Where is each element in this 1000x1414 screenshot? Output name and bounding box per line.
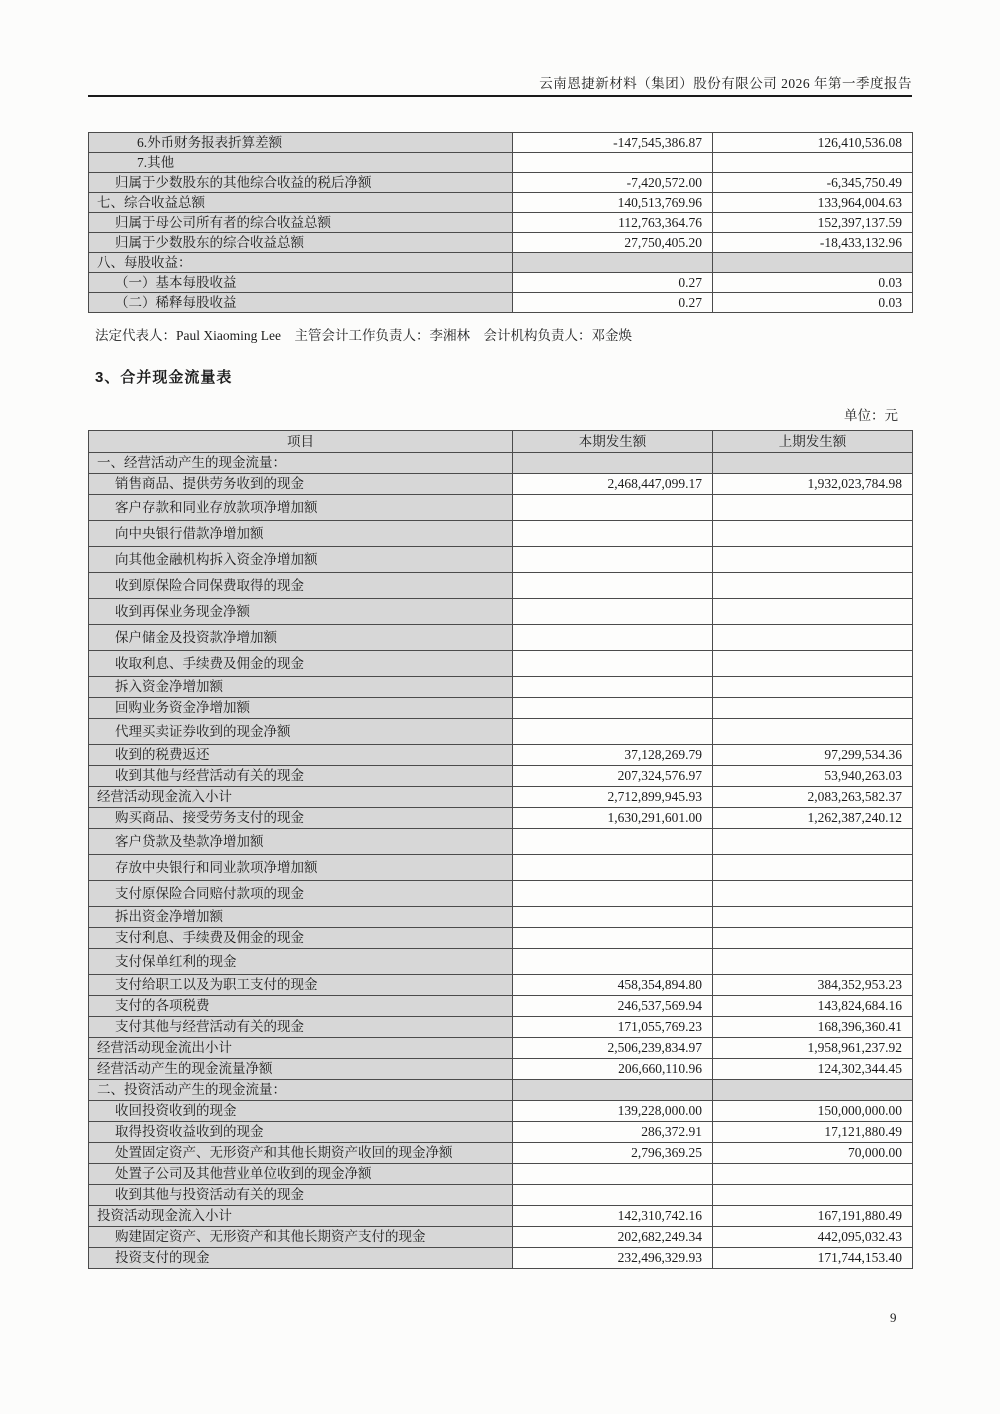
row-label-cell: 处置固定资产、无形资产和其他长期资产收回的现金净额 — [89, 1143, 513, 1164]
current-period-cell — [513, 495, 713, 521]
prior-period-cell: 17,121,880.49 — [713, 1122, 913, 1143]
table-row — [89, 787, 913, 808]
prior-period-cell — [713, 495, 913, 521]
table-row — [89, 677, 913, 698]
prior-period-cell: 0.03 — [713, 293, 913, 313]
table-row — [89, 213, 913, 233]
prior-period-cell — [713, 677, 913, 698]
prior-period-cell — [713, 453, 913, 474]
current-period-cell — [513, 153, 713, 173]
prior-period-cell — [713, 625, 913, 651]
table-row — [89, 975, 913, 996]
current-period-cell — [513, 547, 713, 573]
row-label-cell: 投资活动现金流入小计 — [89, 1206, 513, 1227]
row-label-cell: 拆出资金净增加额 — [89, 907, 513, 928]
prior-period-cell — [713, 829, 913, 855]
row-label-cell: 存放中央银行和同业款项净增加额 — [89, 855, 513, 881]
table-row — [89, 547, 913, 573]
row-label-cell: 取得投资收益收到的现金 — [89, 1122, 513, 1143]
prior-period-cell — [713, 1080, 913, 1101]
prior-period-cell: 143,824,684.16 — [713, 996, 913, 1017]
table-row — [89, 293, 913, 313]
prior-period-cell — [713, 949, 913, 975]
current-period-cell — [513, 599, 713, 625]
current-period-cell — [513, 855, 713, 881]
table-row — [89, 1206, 913, 1227]
table-row — [89, 1017, 913, 1038]
current-period-cell — [513, 881, 713, 907]
current-period-cell: 27,750,405.20 — [513, 233, 713, 253]
prior-period-cell: 384,352,953.23 — [713, 975, 913, 996]
current-period-cell — [513, 677, 713, 698]
prior-period-cell: 0.03 — [713, 273, 913, 293]
table-row — [89, 881, 913, 907]
header-rule — [88, 95, 912, 97]
current-period-cell — [513, 907, 713, 928]
row-label-cell: 6.外币财务报表折算差额 — [89, 133, 513, 153]
table-row — [89, 829, 913, 855]
row-label-cell: 支付利息、手续费及佣金的现金 — [89, 928, 513, 949]
prior-period-cell: 150,000,000.00 — [713, 1101, 913, 1122]
row-label-cell: 一、经营活动产生的现金流量： — [89, 453, 513, 474]
row-label-cell: 处置子公司及其他营业单位收到的现金净额 — [89, 1164, 513, 1185]
prior-period-cell: 124,302,344.45 — [713, 1059, 913, 1080]
table-row — [89, 173, 913, 193]
row-label-cell: 经营活动产生的现金流量净额 — [89, 1059, 513, 1080]
table-row — [89, 133, 913, 153]
prior-period-cell — [713, 1185, 913, 1206]
page-number: 9 — [890, 1310, 897, 1325]
row-label-cell: 支付给职工以及为职工支付的现金 — [89, 975, 513, 996]
row-label-cell: （一）基本每股收益 — [89, 273, 513, 293]
current-period-cell — [513, 625, 713, 651]
table-row — [89, 1059, 913, 1080]
current-period-cell: 0.27 — [513, 273, 713, 293]
row-label-cell: 投资支付的现金 — [89, 1248, 513, 1269]
table-row — [89, 1080, 913, 1101]
row-label-cell: 向中央银行借款净增加额 — [89, 521, 513, 547]
table-row — [89, 1227, 913, 1248]
current-period-cell: 2,506,239,834.97 — [513, 1038, 713, 1059]
table-row — [89, 573, 913, 599]
prior-period-cell — [713, 1164, 913, 1185]
row-label-cell: 八、每股收益： — [89, 253, 513, 273]
prior-period-cell — [713, 928, 913, 949]
table-row — [89, 521, 913, 547]
table-row — [89, 1101, 913, 1122]
table-row — [89, 193, 913, 213]
row-label-cell: 经营活动现金流出小计 — [89, 1038, 513, 1059]
current-period-cell: 206,660,110.96 — [513, 1059, 713, 1080]
row-label-cell: 二、投资活动产生的现金流量： — [89, 1080, 513, 1101]
current-period-cell: 171,055,769.23 — [513, 1017, 713, 1038]
table-row — [89, 153, 913, 173]
current-period-cell: 2,796,369.25 — [513, 1143, 713, 1164]
row-label-cell: 收到再保业务现金净额 — [89, 599, 513, 625]
prior-period-cell — [713, 651, 913, 677]
current-period-cell — [513, 521, 713, 547]
row-label-cell: 收到的税费返还 — [89, 745, 513, 766]
unit-label: 单位：元 — [844, 408, 898, 423]
prior-period-cell — [713, 573, 913, 599]
current-period-cell: 1,630,291,601.00 — [513, 808, 713, 829]
comprehensive-income-table — [88, 132, 913, 313]
report-header-title: 云南恩捷新材料（集团）股份有限公司 2026 年第一季度报告 — [539, 76, 912, 91]
prior-period-cell: 97,299,534.36 — [713, 745, 913, 766]
current-period-cell: -147,545,386.87 — [513, 133, 713, 153]
row-label-cell: 代理买卖证券收到的现金净额 — [89, 719, 513, 745]
current-period-cell: 142,310,742.16 — [513, 1206, 713, 1227]
row-label-cell: 支付保单红利的现金 — [89, 949, 513, 975]
current-period-cell: 140,513,769.96 — [513, 193, 713, 213]
prior-period-cell — [713, 698, 913, 719]
current-period-cell: 202,682,249.34 — [513, 1227, 713, 1248]
table-row — [89, 719, 913, 745]
current-period-cell: 2,468,447,099.17 — [513, 474, 713, 495]
prior-period-cell: 126,410,536.08 — [713, 133, 913, 153]
table-row — [89, 495, 913, 521]
current-period-cell — [513, 651, 713, 677]
prior-period-cell: -6,345,750.49 — [713, 173, 913, 193]
row-label-cell: 支付的各项税费 — [89, 996, 513, 1017]
prior-period-cell — [713, 599, 913, 625]
row-label-cell: 向其他金融机构拆入资金净增加额 — [89, 547, 513, 573]
prior-period-col-header: 上期发生额 — [713, 431, 913, 453]
table-row — [89, 625, 913, 651]
table-row — [89, 1038, 913, 1059]
row-label-cell: 回购业务资金净增加额 — [89, 698, 513, 719]
prior-period-cell: 1,932,023,784.98 — [713, 474, 913, 495]
current-period-cell: 232,496,329.93 — [513, 1248, 713, 1269]
prior-period-cell — [713, 907, 913, 928]
table-row — [89, 745, 913, 766]
row-label-cell: 购建固定资产、无形资产和其他长期资产支付的现金 — [89, 1227, 513, 1248]
current-period-cell — [513, 1080, 713, 1101]
table-row — [89, 949, 913, 975]
table-row — [89, 599, 913, 625]
table-row — [89, 1122, 913, 1143]
row-label-cell: （二）稀释每股收益 — [89, 293, 513, 313]
prior-period-cell: 442,095,032.43 — [713, 1227, 913, 1248]
table-row — [89, 1185, 913, 1206]
prior-period-cell: 168,396,360.41 — [713, 1017, 913, 1038]
prior-period-cell: 152,397,137.59 — [713, 213, 913, 233]
table-row — [89, 651, 913, 677]
prior-period-cell: 53,940,263.03 — [713, 766, 913, 787]
table-row — [89, 1164, 913, 1185]
current-period-cell — [513, 573, 713, 599]
row-label-cell: 收回投资收到的现金 — [89, 1101, 513, 1122]
current-period-cell — [513, 719, 713, 745]
table-row — [89, 474, 913, 495]
current-period-cell — [513, 253, 713, 273]
row-label-cell: 购买商品、接受劳务支付的现金 — [89, 808, 513, 829]
cashflow-statement-table — [88, 430, 913, 1269]
current-period-cell — [513, 1185, 713, 1206]
row-label-cell: 收到原保险合同保费取得的现金 — [89, 573, 513, 599]
header-row — [89, 431, 913, 453]
prior-period-cell: 2,083,263,582.37 — [713, 787, 913, 808]
prior-period-cell: -18,433,132.96 — [713, 233, 913, 253]
prior-period-cell: 167,191,880.49 — [713, 1206, 913, 1227]
table-row — [89, 233, 913, 253]
prior-period-cell — [713, 855, 913, 881]
table-row — [89, 928, 913, 949]
current-period-cell — [513, 1164, 713, 1185]
table-row — [89, 698, 913, 719]
row-label-cell: 收取利息、手续费及佣金的现金 — [89, 651, 513, 677]
current-period-cell — [513, 698, 713, 719]
row-label-cell: 归属于少数股东的其他综合收益的税后净额 — [89, 173, 513, 193]
row-label-cell: 归属于母公司所有者的综合收益总额 — [89, 213, 513, 233]
prior-period-cell — [713, 253, 913, 273]
table-row — [89, 808, 913, 829]
table-row — [89, 1248, 913, 1269]
row-label-cell: 收到其他与经营活动有关的现金 — [89, 766, 513, 787]
current-period-cell: -7,420,572.00 — [513, 173, 713, 193]
prior-period-cell: 133,964,004.63 — [713, 193, 913, 213]
row-label-cell: 7.其他 — [89, 153, 513, 173]
current-period-cell: 2,712,899,945.93 — [513, 787, 713, 808]
current-period-cell — [513, 928, 713, 949]
table-row — [89, 907, 913, 928]
prior-period-cell — [713, 521, 913, 547]
row-label-cell: 经营活动现金流入小计 — [89, 787, 513, 808]
prior-period-cell — [713, 547, 913, 573]
row-label-cell: 拆入资金净增加额 — [89, 677, 513, 698]
prior-period-cell: 70,000.00 — [713, 1143, 913, 1164]
row-label-cell: 归属于少数股东的综合收益总额 — [89, 233, 513, 253]
current-period-cell: 286,372.91 — [513, 1122, 713, 1143]
table-row — [89, 766, 913, 787]
row-label-cell: 客户存款和同业存放款项净增加额 — [89, 495, 513, 521]
current-period-cell: 207,324,576.97 — [513, 766, 713, 787]
current-period-cell — [513, 453, 713, 474]
row-label-cell: 客户贷款及垫款净增加额 — [89, 829, 513, 855]
table-row — [89, 253, 913, 273]
prior-period-cell: 1,262,387,240.12 — [713, 808, 913, 829]
prior-period-cell: 171,744,153.40 — [713, 1248, 913, 1269]
current-period-cell: 458,354,894.80 — [513, 975, 713, 996]
current-period-cell — [513, 949, 713, 975]
row-label-cell: 保户储金及投资款净增加额 — [89, 625, 513, 651]
row-label-cell: 支付原保险合同赔付款项的现金 — [89, 881, 513, 907]
current-period-cell: 246,537,569.94 — [513, 996, 713, 1017]
row-label-cell: 收到其他与投资活动有关的现金 — [89, 1185, 513, 1206]
current-period-cell: 37,128,269.79 — [513, 745, 713, 766]
signatories-line: 法定代表人：Paul Xiaoming Lee 主管会计工作负责人：李湘林 会计机构负责人：邓金焕 — [95, 328, 632, 343]
row-label-cell: 销售商品、提供劳务收到的现金 — [89, 474, 513, 495]
current-period-cell: 139,228,000.00 — [513, 1101, 713, 1122]
prior-period-cell — [713, 153, 913, 173]
cashflow-section-title: 3、合并现金流量表 — [95, 369, 233, 386]
table-row — [89, 1143, 913, 1164]
current-period-cell — [513, 829, 713, 855]
table-row — [89, 855, 913, 881]
table-row — [89, 996, 913, 1017]
item-col-header: 项目 — [89, 431, 513, 453]
current-period-cell: 112,763,364.76 — [513, 213, 713, 233]
prior-period-cell: 1,958,961,237.92 — [713, 1038, 913, 1059]
prior-period-cell — [713, 719, 913, 745]
row-label-cell: 七、综合收益总额 — [89, 193, 513, 213]
prior-period-cell — [713, 881, 913, 907]
current-period-cell: 0.27 — [513, 293, 713, 313]
current-period-col-header: 本期发生额 — [513, 431, 713, 453]
table-row — [89, 453, 913, 474]
table-row — [89, 273, 913, 293]
row-label-cell: 支付其他与经营活动有关的现金 — [89, 1017, 513, 1038]
